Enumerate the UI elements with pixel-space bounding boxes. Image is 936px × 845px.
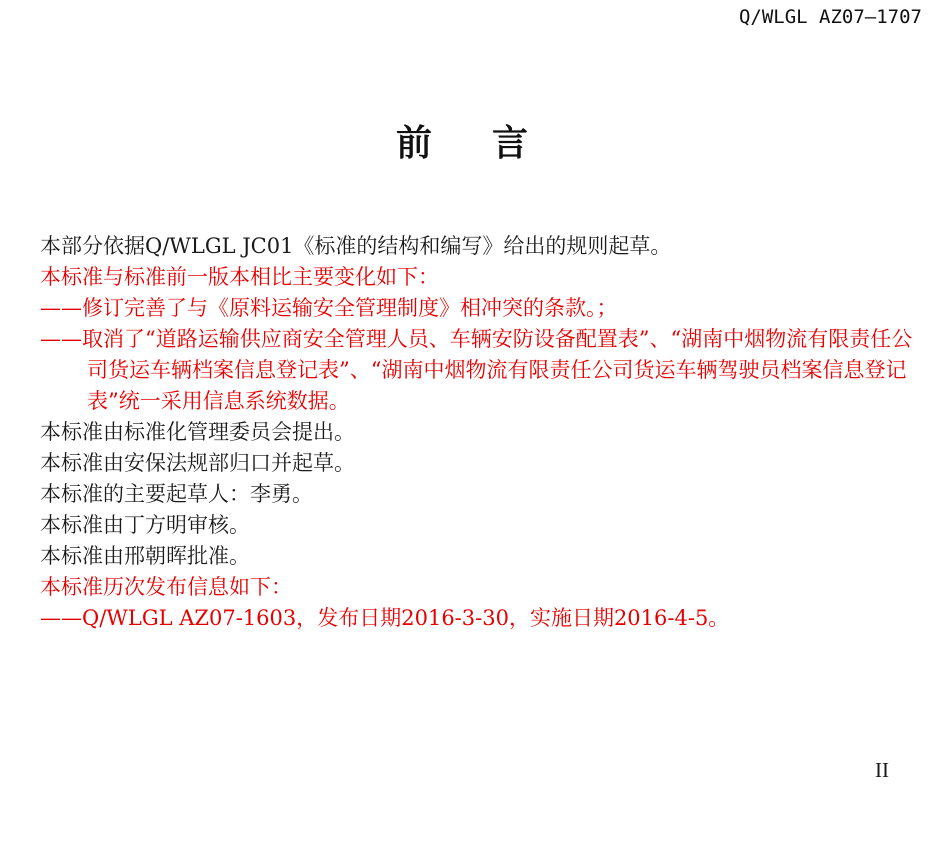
paragraph: 本标准由安保法规部归口并起草。 (40, 451, 355, 475)
paragraph: 本标准由标准化管理委员会提出。 (40, 420, 355, 444)
foreword-body (40, 231, 930, 634)
paragraph: 本标准历次发布信息如下： (40, 575, 292, 599)
page-title: 前 言 (395, 123, 540, 164)
standard-code-header: Q/WLGL AZ07—1707 (738, 6, 922, 28)
paragraph: 本标准由丁方明审核。 (40, 513, 250, 537)
page-number: II (875, 758, 889, 782)
paragraph: ——取消了“道路运输供应商安全管理人员、车辆安防设备配置表”、“湖南中烟物流有限责任公司货运车辆档案信息登记表”、“湖南中烟物流有限责任公司货运车辆驾驶员档案信息登记表”统一采用信息系统数据。 (40, 327, 913, 413)
paragraph: 本标准由邢朝晖批准。 (40, 544, 250, 568)
paragraph: ——Q/WLGL AZ07-1603，发布日期2016-3-30，实施日期2016-4-5。 (40, 606, 730, 630)
paragraph: 本标准与标准前一版本相比主要变化如下： (40, 265, 439, 289)
paragraph: 本标准的主要起草人：李勇。 (40, 482, 313, 506)
paragraph: 本部分依据Q/WLGL JC01《标准的结构和编写》给出的规则起草。 (40, 234, 672, 258)
paragraph: ——修订完善了与《原料运输安全管理制度》相冲突的条款。； (40, 296, 618, 320)
